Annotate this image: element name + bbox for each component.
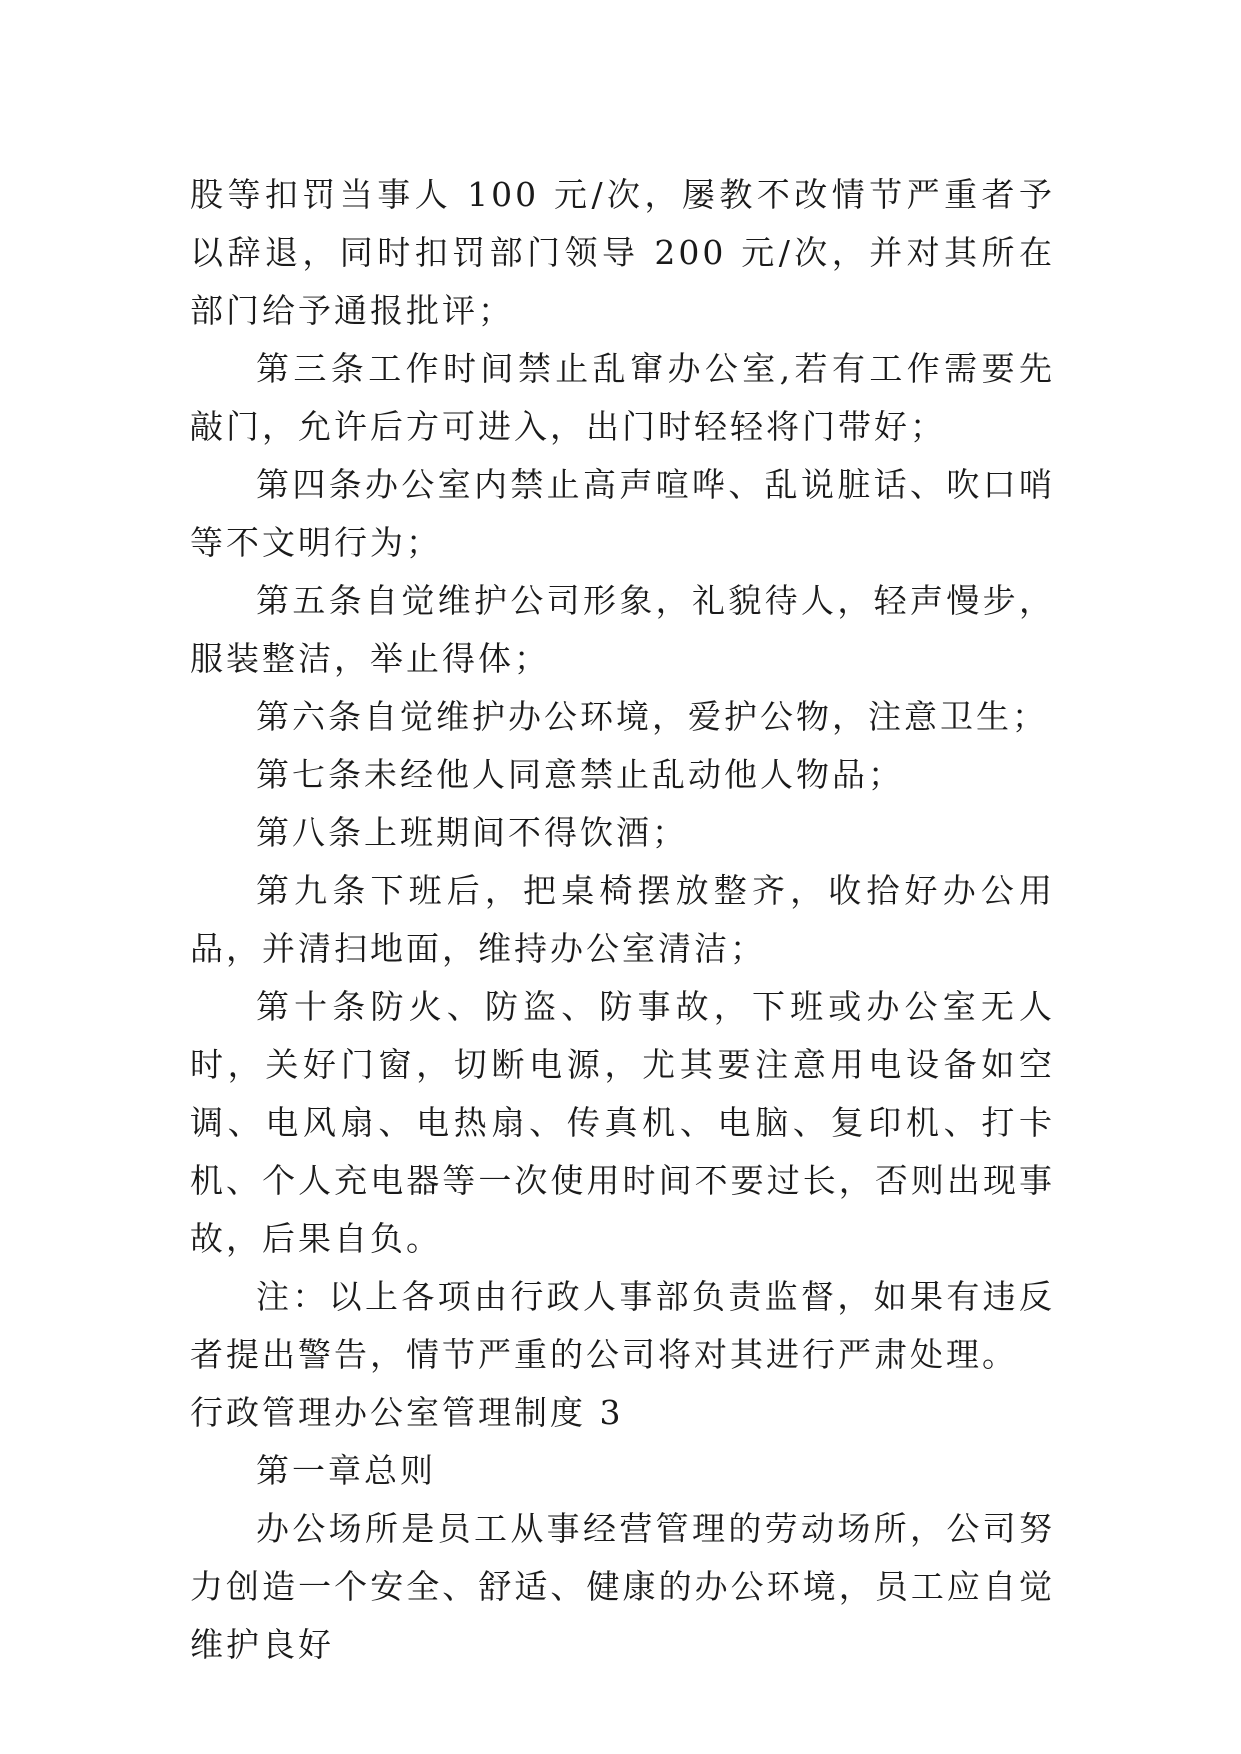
document-body: [190, 166, 1055, 1674]
paragraph-note: 注：以上各项由行政人事部负责监督，如果有违反者提出警告，情节严重的公司将对其进行严肃处理。: [190, 1277, 1055, 1374]
paragraph-general-intro: 办公场所是员工从事经营管理的劳动场所，公司努力创造一个安全、舒适、健康的办公环境，员工应自觉维护良好: [190, 1509, 1055, 1664]
paragraph-article-10: 第十条防火、防盗、防事故，下班或办公室无人时，关好门窗，切断电源，尤其要注意用电设备如空调、电风扇、电热扇、传真机、电脑、复印机、打卡机、个人充电器等一次使用时间不要过长，否则出现事故，后果自负。: [190, 987, 1055, 1258]
paragraph-article-9: 第九条下班后，把桌椅摆放整齐，收拾好办公用品，并清扫地面，维持办公室清洁；: [190, 871, 1055, 968]
paragraph-article-6: 第六条自觉维护办公环境，爱护公物，注意卫生；: [256, 697, 1048, 736]
paragraph-article-8: 第八条上班期间不得饮酒；: [256, 813, 688, 852]
paragraph-article-7: 第七条未经他人同意禁止乱动他人物品；: [256, 755, 904, 794]
section-heading: 行政管理办公室管理制度 3: [190, 1393, 624, 1432]
paragraph-article-4: 第四条办公室内禁止高声喧哗、乱说脏话、吹口哨等不文明行为；: [190, 465, 1055, 562]
paragraph-article-5: 第五条自觉维护公司形象，礼貌待人，轻声慢步，服装整洁，举止得体；: [190, 581, 1055, 678]
paragraph-article-3: 第三条工作时间禁止乱窜办公室,若有工作需要先敲门，允许后方可进入，出门时轻轻将门带好；: [190, 349, 1055, 446]
paragraph-continued-penalty: 股等扣罚当事人 100 元/次，屡教不改情节严重者予以辞退，同时扣罚部门领导 200 元/次，并对其所在部门给予通报批评；: [190, 175, 1055, 330]
chapter-title: 第一章总则: [256, 1451, 436, 1490]
